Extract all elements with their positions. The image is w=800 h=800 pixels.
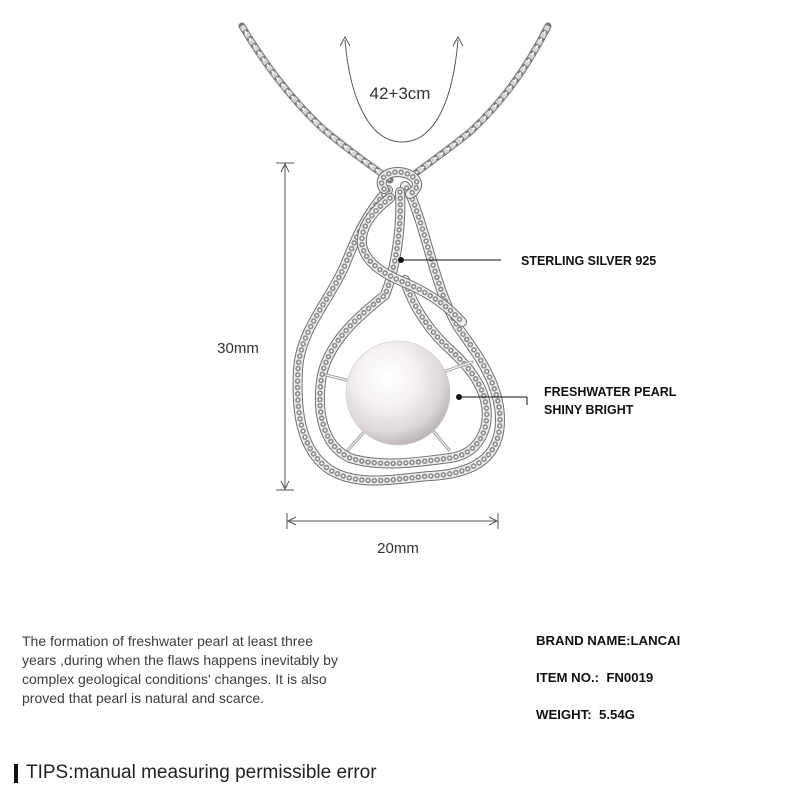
chain-right-shine bbox=[412, 26, 548, 176]
description-line: proved that pearl is natural and scarce. bbox=[22, 690, 265, 706]
description-line: The formation of freshwater pearl at least three bbox=[22, 633, 314, 649]
chain-left-shine bbox=[242, 26, 390, 180]
width-label: 20mm bbox=[377, 540, 419, 557]
chain-right-strand bbox=[412, 26, 548, 176]
height-dimension bbox=[217, 163, 294, 490]
chain-left-strand bbox=[242, 26, 390, 180]
tips-text: TIPS:manual measuring permissible error bbox=[26, 762, 377, 783]
necklace-chain bbox=[242, 26, 548, 180]
prong-left-shine bbox=[326, 375, 350, 381]
material-callout-text: STERLING SILVER 925 bbox=[521, 254, 657, 268]
pearl-callout-title: FRESHWATER PEARL bbox=[544, 385, 677, 399]
chain-right-links bbox=[412, 26, 548, 176]
prong-bottom-left-shine bbox=[348, 432, 364, 450]
freshwater-pearl bbox=[346, 341, 450, 445]
description-line: complex geological conditions' changes. It is also bbox=[22, 671, 327, 687]
chain-left-links bbox=[242, 26, 390, 180]
tips-marker-bar bbox=[14, 764, 18, 783]
item-number: ITEM NO.: FN0019 bbox=[536, 670, 654, 685]
item-weight: WEIGHT: 5.54G bbox=[536, 707, 635, 722]
width-dimension bbox=[287, 513, 498, 557]
prong-bottom-right-shine bbox=[434, 432, 449, 450]
height-label: 30mm bbox=[217, 340, 259, 357]
chain-length-annotation bbox=[340, 37, 463, 142]
description-line: years ,during when the flaws happens inevitably by bbox=[22, 652, 338, 668]
product-description bbox=[22, 632, 338, 708]
pearl-callout-subtitle: SHINY BRIGHT bbox=[544, 403, 634, 417]
brand-name: BRAND NAME:LANCAI bbox=[536, 633, 681, 648]
chain-length-label: 42+3cm bbox=[369, 84, 431, 103]
